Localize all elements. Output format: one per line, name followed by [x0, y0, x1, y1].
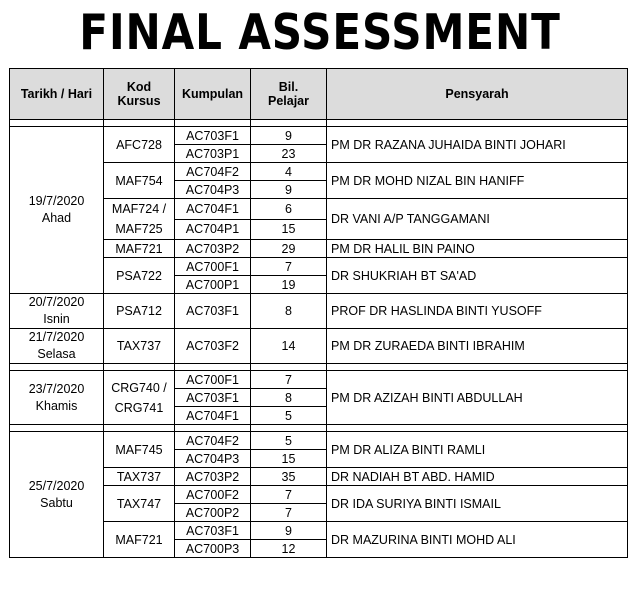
kumpulan-cell: AC703F1: [175, 389, 251, 407]
day-cell: [10, 294, 104, 329]
bil-cell: 14: [251, 329, 327, 364]
kod-line-a: CRG740 /: [111, 380, 167, 395]
kumpulan-cell: AC700F2: [175, 486, 251, 504]
kumpulan-cell: AC700P3: [175, 540, 251, 558]
header-kod-line1: Kod: [126, 80, 152, 94]
header-pensyarah: Pensyarah: [327, 69, 628, 120]
kumpulan-cell: AC703F1: [175, 294, 251, 329]
kumpulan-cell: AC704P3: [175, 450, 251, 468]
bil-cell: 9: [251, 181, 327, 199]
pensyarah-cell: DR SHUKRIAH BT SA'AD: [327, 258, 628, 294]
bil-cell: 7: [251, 504, 327, 522]
kumpulan-cell: AC700F1: [175, 371, 251, 389]
bil-cell: 7: [251, 258, 327, 276]
kumpulan-cell: AC703F2: [175, 329, 251, 364]
pensyarah-cell: PM DR ZURAEDA BINTI IBRAHIM: [327, 329, 628, 364]
header-row: [10, 69, 628, 120]
bil-cell: 35: [251, 468, 327, 486]
table-row: [10, 127, 628, 145]
pensyarah-cell: PM DR ALIZA BINTI RAMLI: [327, 432, 628, 468]
kumpulan-cell: AC703P2: [175, 468, 251, 486]
pensyarah-cell: DR VANI A/P TANGGAMANI: [327, 199, 628, 240]
pensyarah-cell: DR MAZURINA BINTI MOHD ALI: [327, 522, 628, 558]
kumpulan-cell: AC704F2: [175, 163, 251, 181]
header-bil: [251, 69, 327, 120]
kumpulan-cell: AC700P1: [175, 276, 251, 294]
kod-cell: PSA712: [104, 294, 175, 329]
assessment-table: [9, 68, 628, 558]
day-text: Selasa: [37, 347, 76, 361]
kumpulan-cell: AC704P3: [175, 181, 251, 199]
kod-cell: AFC728: [104, 127, 175, 163]
kod-cell: TAX737: [104, 329, 175, 364]
bil-cell: 8: [251, 389, 327, 407]
page-title: FINAL ASSESSMENT: [79, 4, 561, 61]
bil-cell: 23: [251, 145, 327, 163]
day-cell: [10, 329, 104, 364]
kumpulan-cell: AC704P1: [175, 219, 251, 240]
pensyarah-cell: PM DR MOHD NIZAL BIN HANIFF: [327, 163, 628, 199]
day-cell: [10, 432, 104, 558]
kumpulan-cell: AC700P2: [175, 504, 251, 522]
kumpulan-cell: AC704F1: [175, 199, 251, 220]
kumpulan-cell: AC700F1: [175, 258, 251, 276]
date-text: 20/7/2020: [28, 295, 85, 309]
kod-cell: MAF721: [104, 240, 175, 258]
kumpulan-cell: AC704F2: [175, 432, 251, 450]
kumpulan-cell: AC703F1: [175, 127, 251, 145]
header-bil-line1: Bil.: [278, 80, 299, 94]
pensyarah-cell: PM DR AZIZAH BINTI ABDULLAH: [327, 371, 628, 425]
table-row: [10, 329, 628, 364]
kumpulan-cell: AC703P2: [175, 240, 251, 258]
kumpulan-cell: AC703F1: [175, 522, 251, 540]
header-kod: [104, 69, 175, 120]
pensyarah-cell: PM DR HALIL BIN PAINO: [327, 240, 628, 258]
table-row: [10, 432, 628, 450]
kod-cell: [104, 371, 175, 425]
bil-cell: 7: [251, 371, 327, 389]
kumpulan-cell: AC703P1: [175, 145, 251, 163]
pensyarah-cell: DR IDA SURIYA BINTI ISMAIL: [327, 486, 628, 522]
pensyarah-cell: PM DR RAZANA JUHAIDA BINTI JOHARI: [327, 127, 628, 163]
header-kumpulan: Kumpulan: [175, 69, 251, 120]
spacer-row: [10, 120, 628, 127]
kod-line-b: MAF725: [115, 222, 163, 236]
pensyarah-cell: DR NADIAH BT ABD. HAMID: [327, 468, 628, 486]
header-bil-line2: Pelajar: [267, 94, 309, 108]
kod-line-a: MAF724 /: [111, 202, 167, 216]
bil-cell: 6: [251, 199, 327, 220]
date-text: 19/7/2020: [28, 194, 85, 208]
kod-cell: MAF721: [104, 522, 175, 558]
date-text: 25/7/2020: [28, 478, 85, 493]
kod-cell: TAX747: [104, 486, 175, 522]
day-cell: [10, 371, 104, 425]
kod-cell: MAF754: [104, 163, 175, 199]
bil-cell: 8: [251, 294, 327, 329]
day-cell: [10, 127, 104, 294]
bil-cell: 15: [251, 450, 327, 468]
kod-cell: TAX737: [104, 468, 175, 486]
day-text: Ahad: [41, 211, 72, 225]
day-text: Sabtu: [40, 495, 73, 510]
table-row: [10, 294, 628, 329]
bil-cell: 5: [251, 407, 327, 425]
date-text: 23/7/2020: [28, 381, 85, 396]
bil-cell: 12: [251, 540, 327, 558]
pensyarah-cell: PROF DR HASLINDA BINTI YUSOFF: [327, 294, 628, 329]
bil-cell: 9: [251, 522, 327, 540]
kod-cell: [104, 199, 175, 240]
kod-line-b: CRG741: [114, 400, 164, 415]
day-text: Khamis: [35, 398, 78, 413]
spacer-row: [10, 364, 628, 371]
bil-cell: 4: [251, 163, 327, 181]
kumpulan-cell: AC704F1: [175, 407, 251, 425]
bil-cell: 7: [251, 486, 327, 504]
bil-cell: 15: [251, 219, 327, 240]
header-tarikh: Tarikh / Hari: [10, 69, 104, 120]
bil-cell: 19: [251, 276, 327, 294]
bil-cell: 29: [251, 240, 327, 258]
spacer-row: [10, 425, 628, 432]
day-text: Isnin: [43, 312, 70, 326]
table-row: [10, 371, 628, 389]
kod-cell: PSA722: [104, 258, 175, 294]
bil-cell: 5: [251, 432, 327, 450]
date-text: 21/7/2020: [28, 330, 85, 344]
header-kod-line2: Kursus: [117, 94, 161, 108]
bil-cell: 9: [251, 127, 327, 145]
kod-cell: MAF745: [104, 432, 175, 468]
